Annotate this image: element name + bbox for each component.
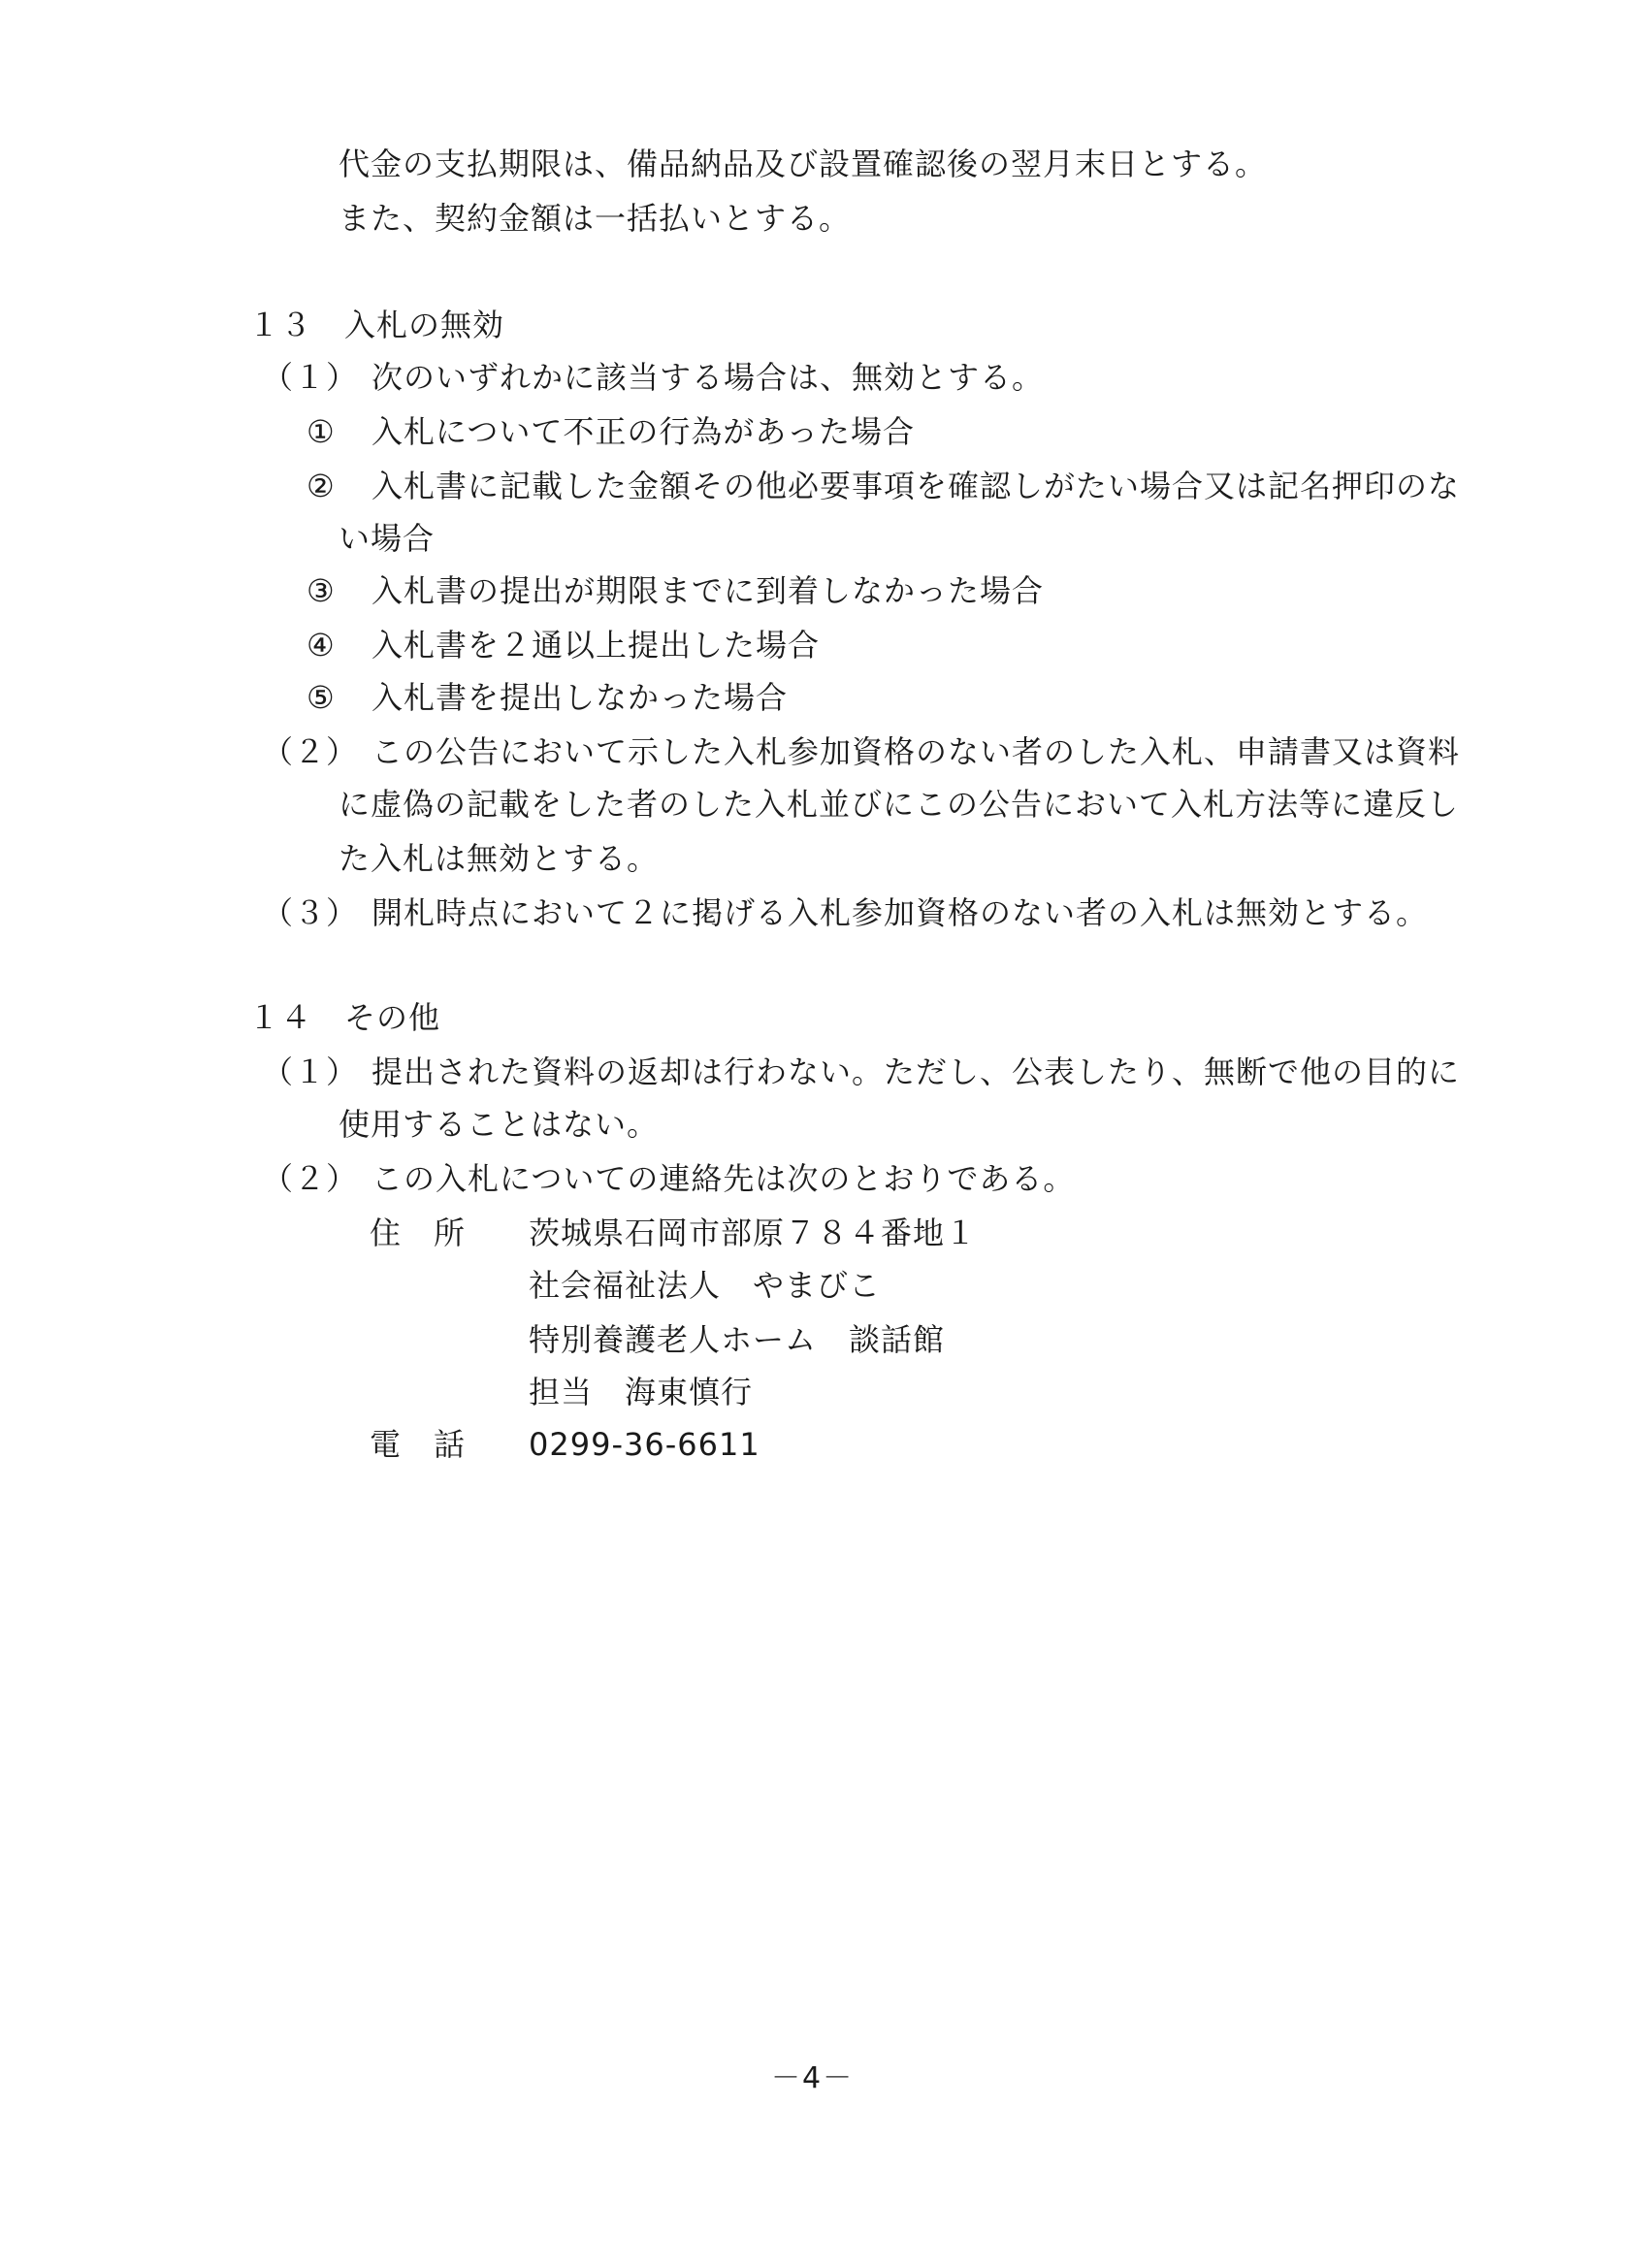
payment-line-2: また、契約金額は一括払いとする。 (339, 200, 852, 237)
sub-item-2-text: 入札書に記載した金額その他必要事項を確認しがたい場合又は記名押印のな (372, 468, 1461, 504)
item-14-1-label: （１） (262, 1053, 359, 1090)
section-13-heading: １３ 入札の無効 (248, 307, 505, 343)
sub-item-1-text: 入札について不正の行為があった場合 (372, 413, 916, 450)
sub-item-2-mark: ② (307, 468, 336, 504)
sub-item-2-continuation: い場合 (339, 520, 436, 557)
item-13-2-line-3: た入札は無効とする。 (339, 840, 660, 877)
item-13-1-text: 次のいずれかに該当する場合は、無効とする。 (372, 359, 1045, 396)
sub-item-3-text: 入札書の提出が期限までに到着しなかった場合 (372, 572, 1045, 609)
section-14-heading: １４ その他 (248, 999, 441, 1036)
payment-line-1: 代金の支払期限は、備品納品及び設置確認後の翌月末日とする。 (339, 146, 1268, 182)
item-13-3-label: （３） (262, 894, 359, 931)
item-14-1-line-1: 提出された資料の返却は行わない。ただし、公表したり、無断で他の目的に (372, 1053, 1461, 1090)
sub-item-4-mark: ④ (307, 627, 336, 664)
item-13-2-line-2: に虚偽の記載をした者のした入札並びにこの公告において入札方法等に違反し (339, 786, 1460, 823)
item-14-1-line-2: 使用することはない。 (339, 1106, 660, 1143)
contact-person: 担当 海東慎行 (529, 1374, 754, 1410)
item-13-3-text: 開札時点において２に掲げる入札参加資格のない者の入札は無効とする。 (372, 894, 1429, 931)
item-14-2-label: （２） (262, 1160, 359, 1197)
organization-line-2: 特別養護老人ホーム 談話館 (529, 1321, 946, 1358)
sub-item-3-mark: ③ (307, 572, 336, 609)
phone-value: 0299-36-6611 (529, 1426, 760, 1463)
sub-item-4-text: 入札書を２通以上提出した場合 (372, 627, 821, 664)
sub-item-5-mark: ⑤ (307, 679, 336, 716)
organization-line-1: 社会福祉法人 やまびこ (529, 1267, 882, 1304)
address-value: 茨城県石岡市部原７８４番地１ (529, 1215, 978, 1251)
sub-item-5-text: 入札書を提出しなかった場合 (372, 679, 789, 716)
item-13-2-label: （２） (262, 733, 359, 770)
page-number: －4－ (771, 2061, 855, 2095)
phone-label: 電 話 (370, 1426, 467, 1463)
item-14-2-text: この入札についての連絡先は次のとおりである。 (372, 1160, 1076, 1197)
sub-item-1-mark: ① (307, 413, 336, 450)
address-label: 住 所 (370, 1215, 467, 1251)
item-13-2-line-1: この公告において示した入札参加資格のない者のした入札、申請書又は資料 (372, 733, 1461, 770)
item-13-1-label: （１） (262, 359, 359, 396)
